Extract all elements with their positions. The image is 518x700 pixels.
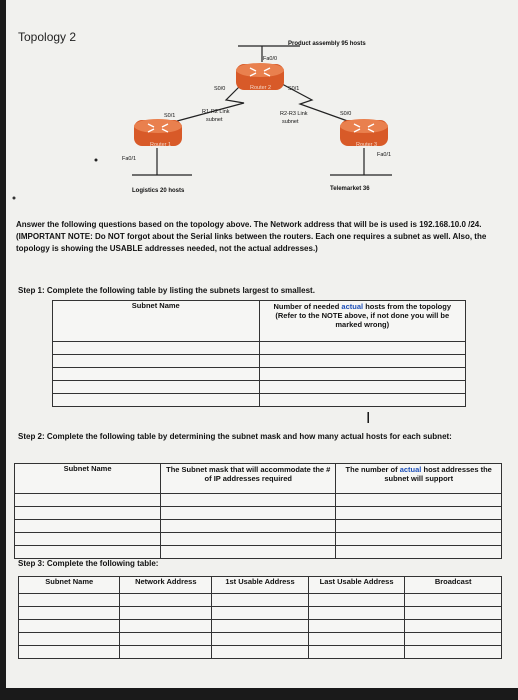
- step3-col-first-usable: 1st Usable Address: [212, 577, 309, 594]
- step3-cell[interactable]: [120, 594, 212, 607]
- step3-cell[interactable]: [405, 607, 502, 620]
- step2-cell[interactable]: [161, 507, 336, 520]
- step1-col-needed-hosts: Number of needed actual hosts from the topology (Refer to the NOTE above, if not done you will be marked wrong): [259, 301, 466, 342]
- step2-table: [14, 463, 502, 559]
- router-1-label: Router 1: [150, 142, 172, 148]
- step3-col-broadcast: Broadcast: [405, 577, 502, 594]
- r2-r3-link-label: R2-R3 Link: [280, 111, 308, 117]
- network-address: 192.168.10.0 /24.: [419, 220, 482, 229]
- step3-cell[interactable]: [19, 646, 120, 659]
- step3-cell[interactable]: [308, 594, 405, 607]
- step2-cell[interactable]: [161, 533, 336, 546]
- step2-col-subnet-name: Subnet Name: [15, 464, 161, 494]
- step1-cell[interactable]: [53, 355, 260, 368]
- step2-cell[interactable]: [15, 546, 161, 559]
- logistics-label: Logistics 20 hosts: [132, 188, 185, 194]
- step3-cell[interactable]: [212, 620, 309, 633]
- step3-cell[interactable]: [19, 620, 120, 633]
- step3-col-last-usable: Last Usable Address: [308, 577, 405, 594]
- step3-col-network-address: Network Address: [120, 577, 212, 594]
- question-note: (IMPORTANT NOTE: Do NOT forgot about the Serial links between the routers. Each one requires a subnet as well. Also, the topology is showing the USABLE addresses needed, not the actual addresses.): [16, 232, 487, 253]
- step1-cell[interactable]: [259, 394, 466, 407]
- step3-cell[interactable]: [120, 646, 212, 659]
- step3-cell[interactable]: [212, 633, 309, 646]
- step2-col-subnet-mask: The Subnet mask that will accommodate the # of IP addresses required: [161, 464, 336, 494]
- step3-col-subnet-name: Subnet Name: [19, 577, 120, 594]
- telemarket-label: Telemarket 36: [330, 186, 370, 192]
- step3-label: Step 3: Complete the following table:: [18, 559, 159, 568]
- step2-cell[interactable]: [336, 507, 502, 520]
- step3-table: [18, 576, 502, 659]
- r2-s00-label: S0/0: [214, 86, 226, 92]
- step3-cell[interactable]: [308, 633, 405, 646]
- step1-cell[interactable]: [53, 394, 260, 407]
- product-assembly-label: Product assembly 95 hosts: [288, 41, 366, 47]
- step3-cell[interactable]: [405, 646, 502, 659]
- step3-cell[interactable]: [19, 594, 120, 607]
- step2-cell[interactable]: [15, 533, 161, 546]
- step1-cell[interactable]: [53, 381, 260, 394]
- step2-col-actual-hosts: The number of actual host addresses the subnet will support: [336, 464, 502, 494]
- step2-cell[interactable]: [336, 546, 502, 559]
- step3-cell[interactable]: [212, 607, 309, 620]
- step2-cell[interactable]: [161, 520, 336, 533]
- step2-cell[interactable]: [15, 520, 161, 533]
- step2-cell[interactable]: [336, 494, 502, 507]
- topology-diagram: [0, 0, 518, 205]
- r2-fa-label: Fa0/0: [263, 56, 278, 62]
- step2-cell[interactable]: [15, 494, 161, 507]
- step3-cell[interactable]: [405, 633, 502, 646]
- step3-cell[interactable]: [19, 633, 120, 646]
- step1-cell[interactable]: [53, 368, 260, 381]
- step1-cell[interactable]: [259, 342, 466, 355]
- r1-r2-link-label: R1-R2 Link: [202, 109, 230, 115]
- step2-cell[interactable]: [15, 507, 161, 520]
- step1-cell[interactable]: [259, 368, 466, 381]
- r2-r3-subnet-label: subnet: [282, 119, 299, 125]
- step3-cell[interactable]: [308, 646, 405, 659]
- step1-cell[interactable]: [259, 355, 466, 368]
- step3-cell[interactable]: [120, 620, 212, 633]
- step3-cell[interactable]: [405, 620, 502, 633]
- step3-cell[interactable]: [308, 607, 405, 620]
- step2-label: Step 2: Complete the following table by determining the subnet mask and how many actual hosts for each subnet:: [18, 432, 452, 441]
- r2-s01-label: S0/1: [288, 86, 300, 92]
- r1-s01-label: S0/1: [164, 113, 176, 119]
- step2-cell[interactable]: [336, 520, 502, 533]
- step1-col-subnet-name: Subnet Name: [53, 301, 260, 342]
- router-2-label: Router 2: [250, 85, 272, 91]
- step2-cell[interactable]: [161, 494, 336, 507]
- page-title: Topology 2: [18, 30, 77, 44]
- r1-r2-subnet-label: subnet: [206, 117, 223, 123]
- step3-cell[interactable]: [120, 607, 212, 620]
- step1-table: [52, 300, 466, 407]
- step3-cell[interactable]: [120, 633, 212, 646]
- step3-cell[interactable]: [405, 594, 502, 607]
- step1-cell[interactable]: [53, 342, 260, 355]
- question-part1: Answer the following questions based on the topology above. The Network address that will be is used is: [16, 220, 417, 229]
- r1-r2-serial-link: [166, 84, 244, 124]
- r3-fa-label: Fa0/1: [377, 152, 392, 158]
- r3-s00-label: S0/0: [340, 111, 352, 117]
- step3-cell[interactable]: [212, 646, 309, 659]
- step1-cell[interactable]: [259, 381, 466, 394]
- step1-label: Step 1: Complete the following table by listing the subnets largest to smallest.: [18, 286, 315, 295]
- step3-cell[interactable]: [212, 594, 309, 607]
- step2-cell[interactable]: [336, 533, 502, 546]
- step2-cell[interactable]: [161, 546, 336, 559]
- step3-cell[interactable]: [19, 607, 120, 620]
- text-cursor-icon: I: [366, 410, 371, 427]
- question-text: [16, 219, 492, 255]
- step3-cell[interactable]: [308, 620, 405, 633]
- router-3-label: Router 3: [356, 142, 378, 148]
- r1-fa-label: Fa0/1: [122, 156, 137, 162]
